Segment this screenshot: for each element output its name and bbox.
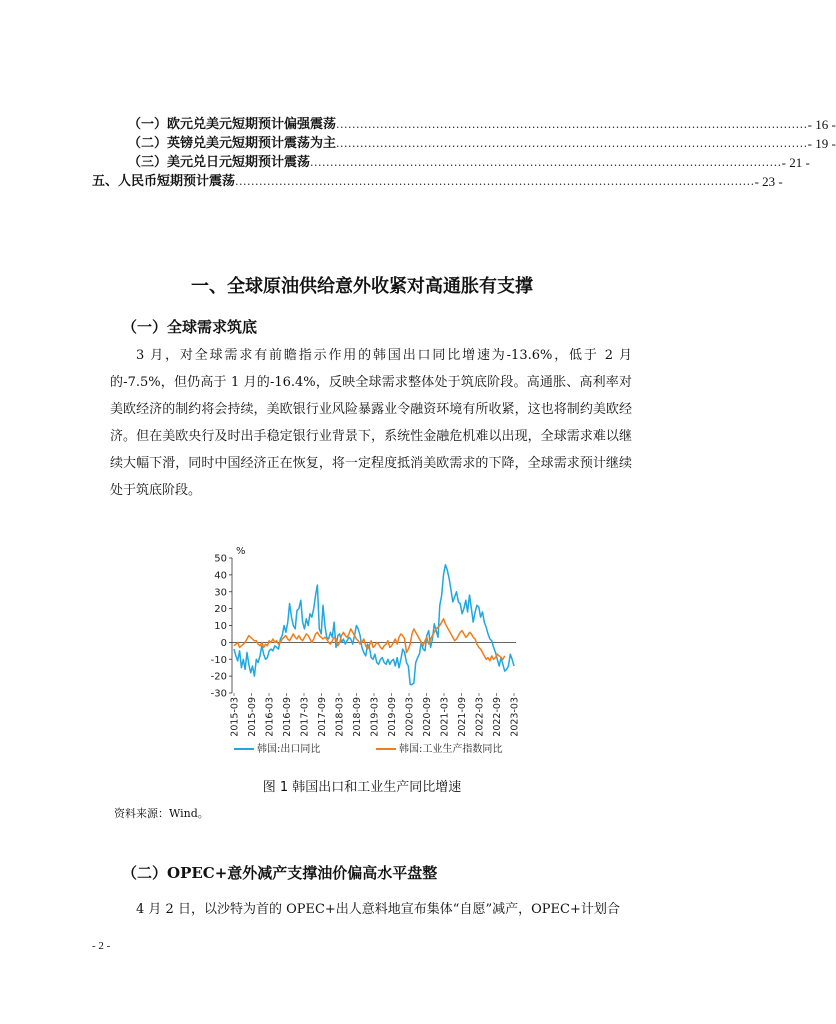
toc-leader-dots: ...................................................................................................................... (310, 156, 782, 169)
toc-entry-page: - 23 - (754, 174, 783, 189)
chart-svg (200, 540, 524, 766)
toc-entry-page: - 16 - (807, 117, 836, 132)
x-tick-label: 2022-09 (492, 697, 503, 737)
section-title: 一、全球原油供给意外收紧对高通胀有支撑 (191, 276, 533, 297)
x-tick-label: 2021-03 (439, 697, 451, 737)
legend (234, 742, 502, 755)
x-tick-label: 2015-03 (229, 697, 241, 737)
y-tick-label: -30 (210, 688, 227, 700)
y-tick-label: 30 (214, 587, 227, 599)
x-tick-label: 2020-09 (422, 697, 433, 737)
x-tick-label: 2017-03 (299, 697, 311, 737)
x-tick-label: 2020-03 (404, 697, 416, 737)
series-group (234, 565, 514, 685)
toc-entry-3[interactable] (128, 154, 810, 172)
x-tick-label: 2018-03 (334, 697, 346, 737)
y-tick-label: -20 (210, 671, 227, 683)
paragraph-demand: 3 月，对全球需求有前瞻指示作用的韩国出口同比增速为-13.6%，低于 2 月的-7.5%，但仍高于 1 月的-16.4%，反映全球需求整体处于筑底阶段。高通胀、高利率对美欧经济的制约将会持续，美欧银行业风险暴露业令融资环境有所收紧，这也将制约美欧经济。但在美欧央行及时出手稳定银行业背景下，系统性金融危机难以出现，全球需求难以继续大幅下滑，同时中国经济正在恢复，将一定程度抵消美欧需求的下降，全球需求预计继续处于筑底阶段。 (110, 348, 632, 498)
series-line-industrial (234, 619, 505, 661)
toc-entry-1[interactable] (128, 116, 836, 134)
x-tick-label: 2019-09 (387, 697, 398, 737)
x-tick-label: 2017-09 (317, 697, 328, 737)
toc-entry-4[interactable] (92, 173, 783, 191)
toc-entry-title: （三）美元兑日元短期预计震荡 (128, 155, 311, 170)
legend-label: 韩国:出口同比 (257, 744, 321, 755)
x-tick-label: 2019-03 (369, 697, 381, 737)
x-tick-label: 2018-09 (352, 697, 363, 737)
x-tick-label: 2023-03 (509, 697, 521, 737)
x-tick-label: 2022-03 (474, 697, 486, 737)
toc-leader-dots: ...................................................................................................................... (336, 118, 808, 131)
toc-leader-dots: .................................................................................................................................. (235, 175, 755, 188)
y-tick-label: 0 (220, 637, 227, 649)
toc-entry-title: （二）英镑兑美元短期预计震荡为主 (128, 136, 337, 151)
chart-korea-export-industrial (200, 540, 524, 766)
paragraph-opec: 4 月 2 日，以沙特为首的 OPEC+出人意料地宣布集体“自愿”减产，OPEC+计划合 (136, 902, 620, 917)
y-unit-label: % (236, 546, 246, 557)
x-tick-label: 2016-03 (264, 697, 276, 737)
toc-entry-page: - 19 - (807, 136, 836, 151)
subsection-title-opec: （二）OPEC+意外减产支撑油价偏高水平盘整 (122, 864, 438, 882)
toc-entry-title: （一）欧元兑美元短期预计偏强震荡 (128, 117, 337, 132)
toc-entry-page: - 21 - (781, 155, 810, 170)
series-line-export (234, 565, 514, 685)
figure-caption: 图 1 韩国出口和工业生产同比增速 (262, 780, 462, 795)
toc-leader-dots: ...................................................................................................................... (336, 137, 808, 150)
y-tick-label: 50 (214, 553, 227, 565)
toc-entry-2[interactable] (128, 135, 836, 153)
page-number: - 2 - (92, 940, 111, 952)
x-tick-label: 2015-09 (247, 697, 258, 737)
source-note: 资料来源：Wind。 (114, 807, 209, 820)
y-axis (211, 554, 232, 700)
toc-entry-title: 五、人民币短期预计震荡 (92, 174, 236, 189)
y-tick-label: 20 (214, 604, 227, 616)
y-tick-label: 40 (214, 570, 227, 582)
y-tick-label: 10 (214, 621, 227, 632)
x-tick-label: 2021-09 (457, 697, 468, 737)
subsection-title-demand: （一）全球需求筑底 (122, 318, 258, 336)
y-tick-label: -10 (210, 654, 227, 666)
legend-label: 韩国:工业生产指数同比 (399, 744, 503, 755)
x-tick-label: 2016-09 (282, 697, 293, 737)
